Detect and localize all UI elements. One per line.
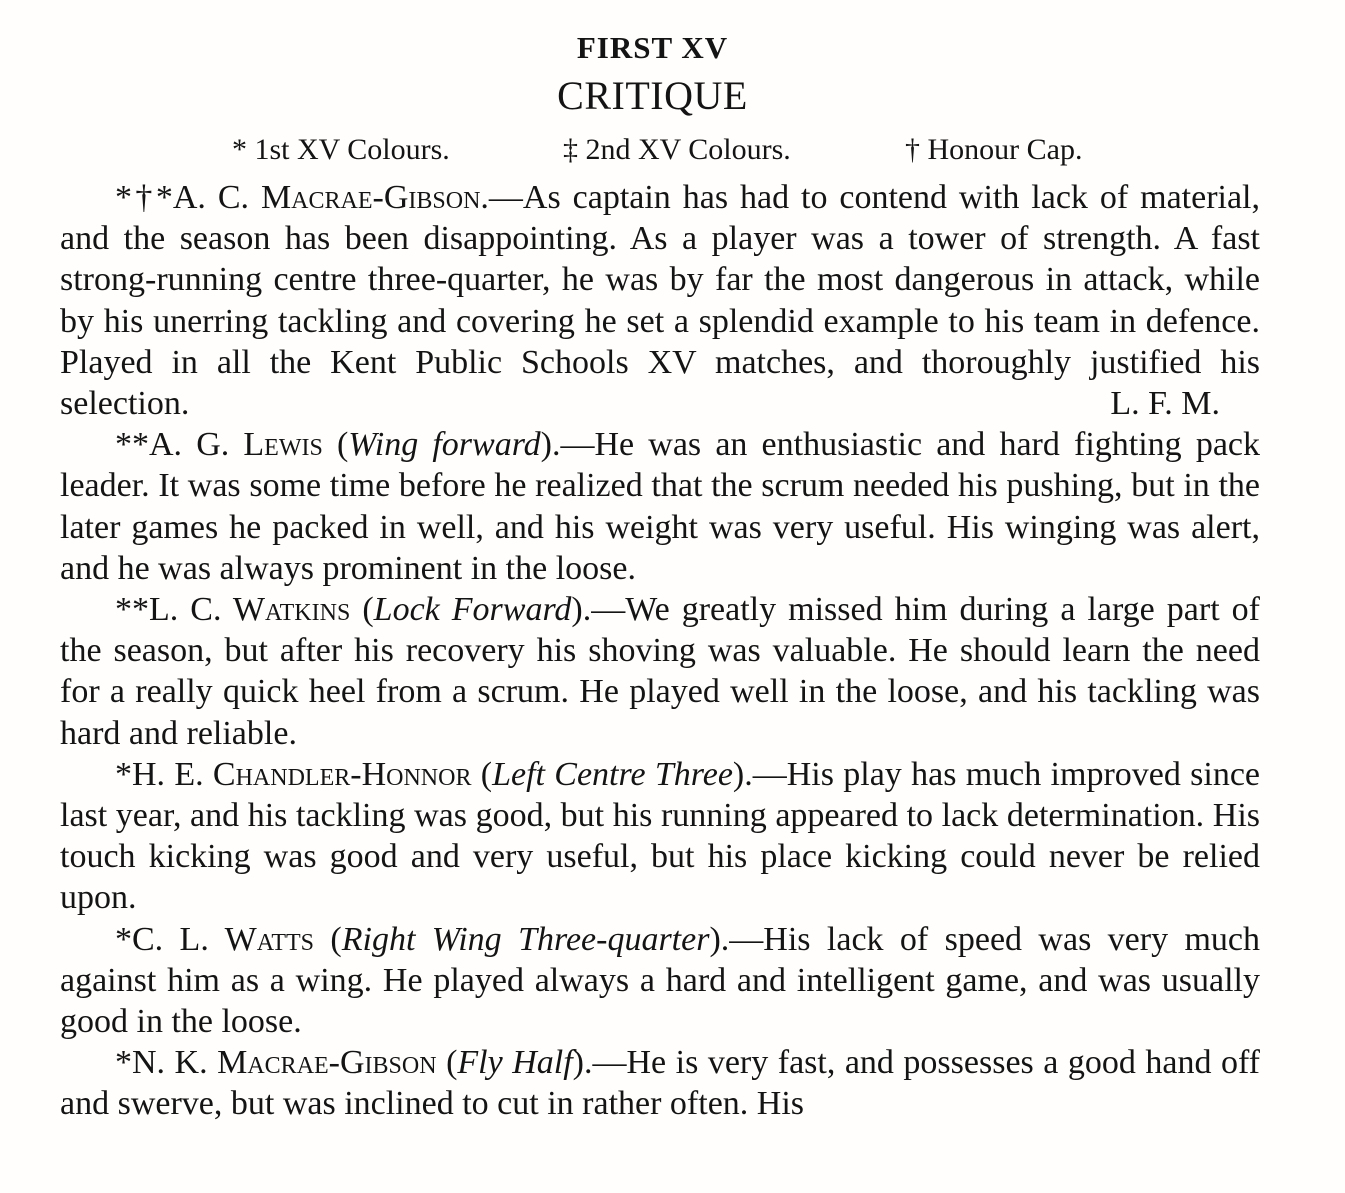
player-position: Fly Half (457, 1044, 573, 1082)
player-name: A. G. Lewis (149, 426, 323, 464)
entry-text: .—His play has much improved since last year, and his tackling was good, but his running appeared to lack determination. His touch kicking was good and very useful, but his place kicking could never be relied upon. (60, 755, 1261, 917)
page-title: FIRST XV (576, 30, 729, 65)
player-entry: *C. L. Watts (Right Wing Three-quarter).—His lack of speed was very much against him as a wing. He played always a hard and intelligent game, and was usually good in the loose. (60, 920, 1261, 1041)
entry-text: .—He was an enthusiastic and hard fighting pack leader. It was some time before he realized that the scrum needed his pushing, but in the later games he packed in well, and his weight was very useful. His winging was alert, and he was always prominent in the loose. (60, 426, 1261, 587)
legend-item-2nd-xv (563, 133, 791, 167)
entry-text: .—He is very fast, and possesses a good hand off and swerve, but was inclined to cut in rather often. His (60, 1044, 1260, 1123)
page-subtitle: CRITIQUE (557, 73, 748, 118)
colour-marks: *†* (115, 179, 173, 216)
player-position: Right Wing Three-quarter (341, 920, 710, 958)
player-entry: **L. C. Watkins (Lock Forward).—We greatly missed him during a large part of the season, but after his recovery his shoving was valuable. He should learn the need for a really quick heel from a scrum. He played well in the loose, and his tackling was hard and reliable. (60, 591, 1260, 752)
player-name: A. C. Macrae-Gibson (172, 179, 481, 216)
colours-legend (0, 133, 1345, 173)
player-position: Left Centre Three (492, 755, 733, 793)
signature: L. F. M. (1110, 385, 1220, 423)
entry-text: .—His lack of speed was very much against him as a wing. He played always a hard and intelligent game, and was usually good in the loose. (60, 920, 1261, 1041)
player-entry: *N. K. Macrae-Gibson (Fly Half).—He is very fast, and possesses a good hand off and swerve, but was inclined to cut in rather often. His (60, 1044, 1260, 1123)
player-name: L. C. Watkins (149, 591, 351, 629)
legend-symbol: † (905, 133, 920, 166)
legend-item-honour-cap (905, 133, 1082, 167)
legend-item-1st-xv (232, 133, 450, 167)
colour-marks: * (115, 755, 132, 793)
player-position: Lock Forward (373, 591, 572, 629)
colour-marks: * (115, 920, 132, 958)
legend-label: Honour Cap. (927, 133, 1083, 166)
legend-label: 2nd XV Colours. (585, 133, 791, 166)
player-entry: **A. G. Lewis (Wing forward).—He was an enthusiastic and hard fighting pack leader. It was some time before he realized that the scrum needed his pushing, but in the later games he packed in well, and his weight was very useful. His winging was alert, and he was always prominent in the loose. (60, 426, 1261, 587)
critique-body (60, 177, 1260, 1125)
player-name: H. E. Chandler-Honnor (132, 755, 472, 793)
entry-text: .—As captain has had to contend with lack of material, and the season has been disappointing. As a player was a tower of strength. A fast strong-running centre three-quarter, he was by far the most dangerous in attack, while by his unerring tackling and covering he set a splendid example to his team in defence. Played in all the Kent Public Schools XV matches, and thoroughly justified his selection. (60, 179, 1260, 423)
legend-symbol: * (232, 133, 247, 166)
entry-text: .—We greatly missed him during a large part of the season, but after his recovery his shoving was valuable. He should learn the need for a really quick heel from a scrum. He played well in the loose, and his tackling was hard and reliable. (60, 591, 1260, 752)
colour-marks: * (115, 1044, 132, 1082)
player-entry: *H. E. Chandler-Honnor (Left Centre Three).—His play has much improved since last year, and his tackling was good, but his running appeared to lack determination. His touch kicking was good and very useful, but his place kicking could never be relied upon. (60, 755, 1261, 917)
legend-label: 1st XV Colours. (254, 133, 450, 166)
legend-symbol: ‡ (563, 133, 578, 166)
colour-marks: ** (115, 591, 149, 629)
player-position: Wing forward (348, 426, 541, 464)
colour-marks: ** (115, 426, 149, 464)
player-name: C. L. Watts (132, 920, 315, 958)
player-name: N. K. Macrae-Gibson (132, 1044, 437, 1082)
